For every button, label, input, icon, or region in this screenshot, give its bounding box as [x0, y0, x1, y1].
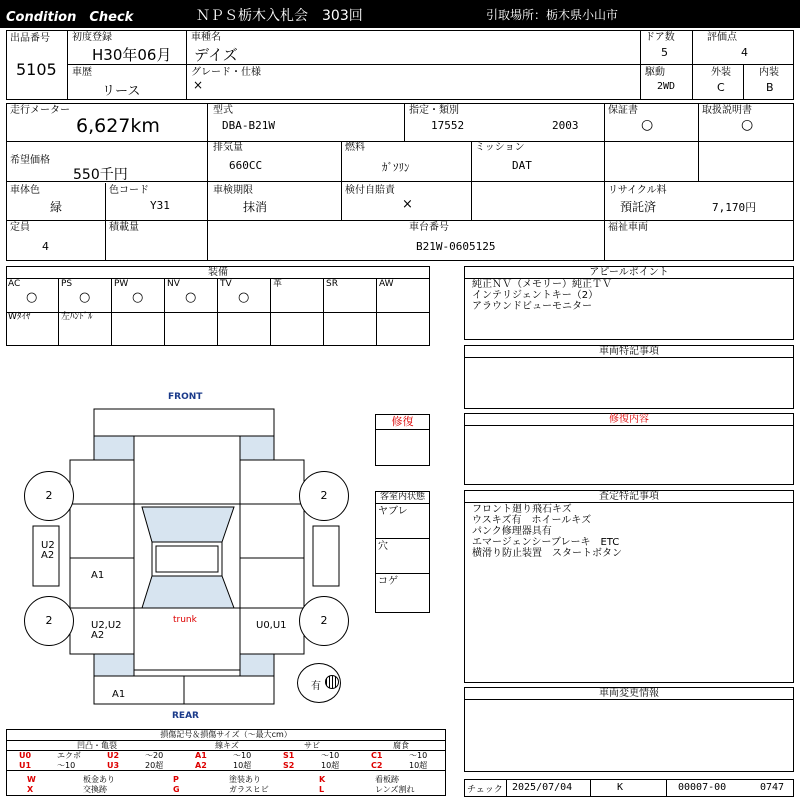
- legend-desc: 塗装あり: [229, 775, 261, 784]
- color-code-value: Y31: [150, 199, 170, 212]
- legend-desc: 〜10: [57, 761, 76, 770]
- repair-contents-title: 修復内容: [465, 414, 793, 426]
- equipment-cell: [218, 312, 271, 345]
- mileage-value: 6,627km: [76, 115, 160, 137]
- self-insurance-label: 検付自賠責: [345, 185, 395, 196]
- legend-divider: [6, 750, 446, 751]
- welfare-label: 福祉車両: [608, 222, 648, 233]
- equipment-label: PS: [61, 279, 73, 289]
- equipment-value: ○: [132, 290, 144, 305]
- damage-left-door: A1: [91, 570, 105, 581]
- tire-rear-left: 2: [24, 596, 74, 646]
- grade-label: グレード・仕様: [191, 67, 261, 78]
- price-value: 550千円: [73, 167, 128, 183]
- first-reg-value: H30年06月: [92, 46, 172, 64]
- lot-label: 出品番号: [10, 33, 50, 44]
- legend-desc: 10超: [321, 761, 340, 770]
- disp-label: 排気量: [213, 142, 243, 153]
- mileage-label: 走行メーター: [10, 105, 70, 116]
- recycle-value: 7,170円: [712, 201, 757, 214]
- appeal-lines: [472, 279, 612, 312]
- warranty-value: ○: [641, 117, 654, 133]
- interior-label: 内装: [759, 67, 779, 78]
- equipment-cell: [324, 312, 377, 345]
- recycle-status: 預託済: [620, 200, 657, 214]
- equipment-label: PW: [114, 279, 129, 289]
- legend-group: 凹凸・亀裂: [77, 741, 117, 750]
- legend-code: G: [173, 785, 180, 794]
- lot-value: 5105: [16, 60, 57, 79]
- tire-front-right: 2: [299, 471, 349, 521]
- interior-item-hole: 穴: [378, 541, 388, 552]
- legend-desc: 〜20: [145, 751, 164, 760]
- equipment-label: 革: [273, 279, 283, 289]
- legend-desc: 交換跡: [83, 785, 107, 794]
- appeal-line: 純正ＮＶ（メモリー）純正ＴＶ: [472, 279, 612, 290]
- legend-desc: 10超: [233, 761, 252, 770]
- manual-value: ○: [741, 117, 754, 133]
- damage-left-rear: U2,U2 A2: [91, 620, 122, 641]
- appeal-line: インテリジェントキー（2）: [472, 290, 599, 301]
- spare-tire-wheel-icon: [325, 675, 339, 689]
- trunk-label: trunk: [173, 615, 197, 625]
- equipment-label: AC: [8, 279, 21, 289]
- legend-desc: 看板跡: [375, 775, 399, 784]
- footer-num: 0747: [760, 782, 785, 793]
- legend-desc: 〜10: [233, 751, 252, 760]
- damage-left-mirror: U2 A2: [41, 540, 55, 561]
- interior-item-burn: コゲ: [378, 576, 398, 587]
- equipment-title: 装備: [7, 267, 429, 279]
- special-notes-title: 車両特記事項: [465, 346, 793, 358]
- footer-code: 00007-00: [678, 782, 727, 793]
- auction-title: ＮＰＳ栃木入札会 303回: [196, 8, 363, 24]
- manual-label: 取扱説明書: [702, 105, 752, 116]
- fuel-label: 燃料: [345, 142, 365, 153]
- legend-code: C1: [371, 751, 383, 760]
- capacity-value: 4: [42, 240, 49, 253]
- equipment-value: ○: [79, 290, 91, 305]
- header-bar: [0, 0, 800, 28]
- recycle-label: リサイクル料: [608, 185, 667, 196]
- equipment-cell: [377, 312, 430, 345]
- legend-desc: 〜10: [321, 751, 340, 760]
- inspection-notes-lines: [472, 504, 622, 559]
- body-color-label: 車体色: [10, 185, 40, 196]
- equipment-cell: [165, 312, 218, 345]
- exterior-value: C: [717, 81, 725, 94]
- equipment-label: TV: [220, 279, 232, 289]
- damage-rear-bumper: A1: [112, 689, 126, 700]
- inspection-note-line: ウスキズ有 ホイールキズ: [472, 515, 592, 526]
- car-name-label: 車種名: [191, 32, 221, 43]
- doors-label: ドア数: [645, 32, 675, 43]
- check-label: チェック: [467, 785, 503, 795]
- legend-divider: [6, 770, 446, 771]
- inspection-value: 抹消: [243, 200, 268, 214]
- legend-code: P: [173, 775, 179, 784]
- legend-group: 腐食: [393, 741, 409, 750]
- appeal-title: アピールポイント: [465, 267, 793, 279]
- equipment-value: ○: [26, 290, 38, 305]
- history-label: 車歴: [72, 67, 92, 78]
- mission-label: ミッション: [475, 142, 525, 153]
- interior-value: B: [766, 81, 774, 94]
- legend-code: C2: [371, 761, 383, 770]
- equipment-label: AW: [379, 279, 394, 289]
- first-reg-label: 初度登録: [72, 32, 112, 43]
- inspection-note-line: フロント廻り飛石キズ: [472, 504, 572, 515]
- front-label: FRONT: [168, 392, 203, 402]
- legend-code: U3: [107, 761, 120, 770]
- appeal-line: アラウンドビューモニター: [472, 301, 592, 312]
- equipment-label: NV: [167, 279, 180, 289]
- score-value: 4: [741, 46, 748, 59]
- equipment-value: ○: [185, 290, 197, 305]
- rear-label: REAR: [172, 711, 199, 721]
- legend-desc: 〜10: [409, 751, 428, 760]
- legend-code: X: [27, 785, 34, 794]
- equipment-cell: [271, 312, 324, 345]
- legend-title: 損傷記号＆損傷サイズ（〜最大cm）: [7, 730, 445, 741]
- warranty-label: 保証書: [608, 105, 638, 116]
- repair-box-title: 修復: [376, 415, 429, 430]
- legend-desc: 10超: [409, 761, 428, 770]
- designation-value: 17552: [431, 119, 465, 132]
- legend-code: S1: [283, 751, 295, 760]
- legend-code: A2: [195, 761, 207, 770]
- load-label: 積載量: [109, 222, 139, 233]
- legend-code: U2: [107, 751, 120, 760]
- legend-desc: 板金あり: [83, 775, 115, 784]
- chassis-value: B21W-0605125: [416, 240, 496, 253]
- inspection-note-line: エマージェンシーブレーキ ETC: [472, 537, 620, 548]
- designation-label: 指定・類別: [409, 105, 459, 116]
- self-insurance-value: ×: [402, 197, 413, 212]
- legend-code: U1: [19, 761, 32, 770]
- car-name-value: デイズ: [194, 46, 238, 64]
- doors-value: 5: [661, 46, 668, 59]
- body-color-value: 緑: [50, 200, 63, 214]
- color-code-label: 色コード: [109, 185, 149, 196]
- disp-value: 660CC: [229, 159, 263, 172]
- drive-value: 2WD: [657, 81, 676, 92]
- legend-desc: エクボ: [57, 751, 81, 760]
- inspection-note-line: パンク修理器具有: [472, 526, 552, 537]
- legend-code: L: [319, 785, 325, 794]
- model-value: DBA-B21W: [222, 119, 275, 132]
- inspection-label: 車検期限: [213, 185, 253, 196]
- capacity-label: 定員: [10, 222, 30, 233]
- equipment-value: ○: [238, 290, 250, 305]
- price-label: 希望価格: [10, 155, 50, 166]
- mission-value: DAT: [512, 159, 532, 172]
- inspector: K: [617, 782, 624, 793]
- legend-desc: レンズ割れ: [375, 785, 415, 794]
- interior-box-title: 客室内状態: [376, 492, 429, 504]
- chassis-label: 車台番号: [409, 222, 449, 233]
- legend-group: 線キズ: [215, 741, 239, 750]
- equipment-cell: [112, 312, 165, 345]
- legend-code: U0: [19, 751, 32, 760]
- drive-label: 駆動: [645, 67, 665, 78]
- pickup-location: 引取場所：栃木県小山市: [486, 8, 619, 22]
- fuel-value: ｶﾞｿﾘﾝ: [382, 161, 410, 174]
- legend-desc: 20超: [145, 761, 164, 770]
- vehicle-change-title: 車両変更情報: [465, 688, 793, 700]
- equipment-label: 左ﾊﾝﾄﾞﾙ: [61, 312, 93, 322]
- exterior-label: 外装: [711, 67, 731, 78]
- legend-code: K: [319, 775, 326, 784]
- inspection-note-line: 横滑り防止装置 スタートボタン: [472, 548, 622, 559]
- check-date: 2025/07/04: [512, 782, 573, 793]
- history-value: リース: [102, 84, 141, 99]
- designation-value2: 2003: [552, 119, 579, 132]
- grade-value: ×: [193, 78, 204, 92]
- score-label: 評価点: [707, 32, 737, 43]
- brand-title: Condition Check: [6, 10, 134, 25]
- interior-item-tear: ヤブレ: [378, 506, 408, 517]
- legend-group: サビ: [304, 741, 320, 750]
- damage-right-rear: U0,U1: [256, 620, 287, 631]
- legend-desc: ガラスヒビ: [229, 785, 269, 794]
- equipment-label: SR: [326, 279, 338, 289]
- inspection-notes-title: 査定特記事項: [465, 491, 793, 503]
- model-label: 型式: [213, 105, 233, 116]
- legend-code: W: [27, 775, 36, 784]
- legend-code: A1: [195, 751, 207, 760]
- legend-code: S2: [283, 761, 295, 770]
- spare-tire-label: 有: [311, 681, 321, 692]
- tire-rear-right: 2: [299, 596, 349, 646]
- equipment-label: Wﾀｲﾔ: [8, 312, 31, 322]
- tire-front-left: 2: [24, 471, 74, 521]
